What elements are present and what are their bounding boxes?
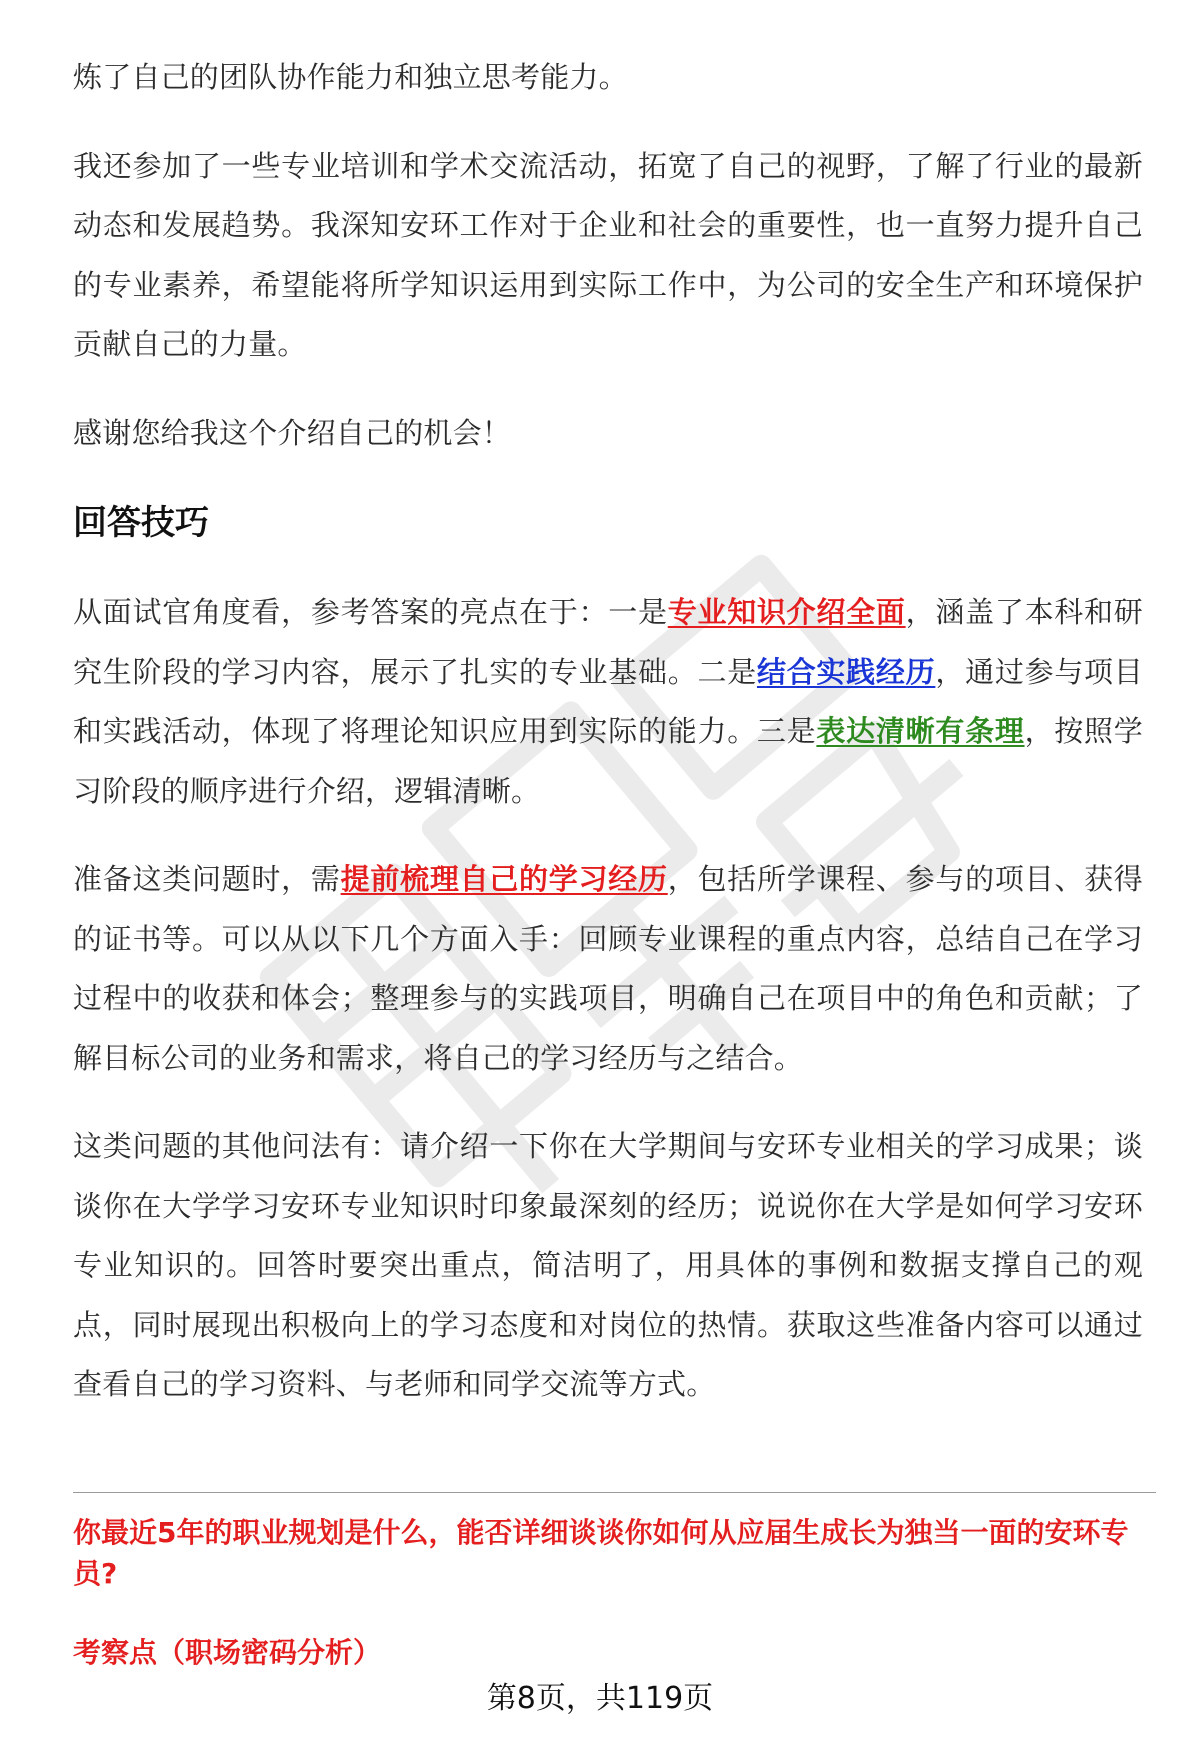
- tips-paragraph-2: [73, 850, 1143, 1088]
- highlight-practice-experience: 结合实践经历: [756, 654, 936, 689]
- page-number: 第8页，共119页: [486, 1681, 714, 1716]
- page-content: [73, 48, 1143, 1415]
- body-paragraph-1: 炼了自己的团队协作能力和独立思考能力。: [73, 60, 628, 94]
- tips-text: 从面试官角度看，参考答案的亮点在于：一是: [73, 595, 668, 629]
- body-paragraph-2: 我还参加了一些专业培训和学术交流活动，拓宽了自己的视野，了解了行业的最新动态和发展趋势。我深知安环工作对于企业和社会的重要性，也一直努力提升自己的专业素养，希望能将所学知识运用到实际工作中，为公司的安全生产和环境保护贡献自己的力量。: [73, 148, 1143, 361]
- section-title: 回答技巧: [73, 503, 209, 543]
- highlight-review-learning: 提前梳理自己的学习经历: [340, 862, 668, 896]
- section-divider: [73, 1492, 1156, 1493]
- next-question: 你最近5年的职业规划是什么，能否详细谈谈你如何从应届生成长为独当一面的安环专员?: [73, 1516, 1129, 1590]
- tips-paragraph-3: 这类问题的其他问法有：请介绍一下你在大学期间与安环专业相关的学习成果；谈谈你在大学学习安环专业知识时印象最深刻的经历；说说你在大学是如何学习安环专业知识的。回答时要突出重点，简洁明了，用具体的事例和数据支撑自己的观点，同时展现出积极向上的学习态度和对岗位的热情。获取这些准备内容可以通过查看自己的学习资料、与老师和同学交流等方式。: [73, 1129, 1143, 1401]
- highlight-professional-knowledge: 专业知识介绍全面: [667, 595, 906, 629]
- kaocha-label: 考察点（职场密码分析）: [73, 1636, 382, 1669]
- tips-text: ，按照学习阶段的顺序进行介绍，逻辑清晰。: [73, 714, 1143, 808]
- highlight-clear-expression: 表达清晰有条理: [816, 714, 1025, 748]
- body-paragraph-3: 感谢您给我这个介绍自己的机会！: [73, 415, 512, 450]
- tips-text: ，包括所学课程、参与的项目、获得的证书等。可以从以下几个方面入手：回顾专业课程的重点内容，总结自己在学习过程中的收获和体会；整理参与的实践项目，明确自己在项目中的角色和贡献；了解目标公司的业务和需求，将自己的学习经历与之结合。: [73, 862, 1143, 1075]
- tips-text: 准备这类问题时，需: [73, 862, 341, 896]
- tips-paragraph-1: [73, 583, 1143, 821]
- tips-text: ，涵盖了本科和研究生阶段的学习内容，展示了扎实的专业基础。二是: [73, 595, 1143, 689]
- tips-text: ，通过参与项目和实践活动，体现了将理论知识应用到实际的能力。三是: [73, 654, 1143, 748]
